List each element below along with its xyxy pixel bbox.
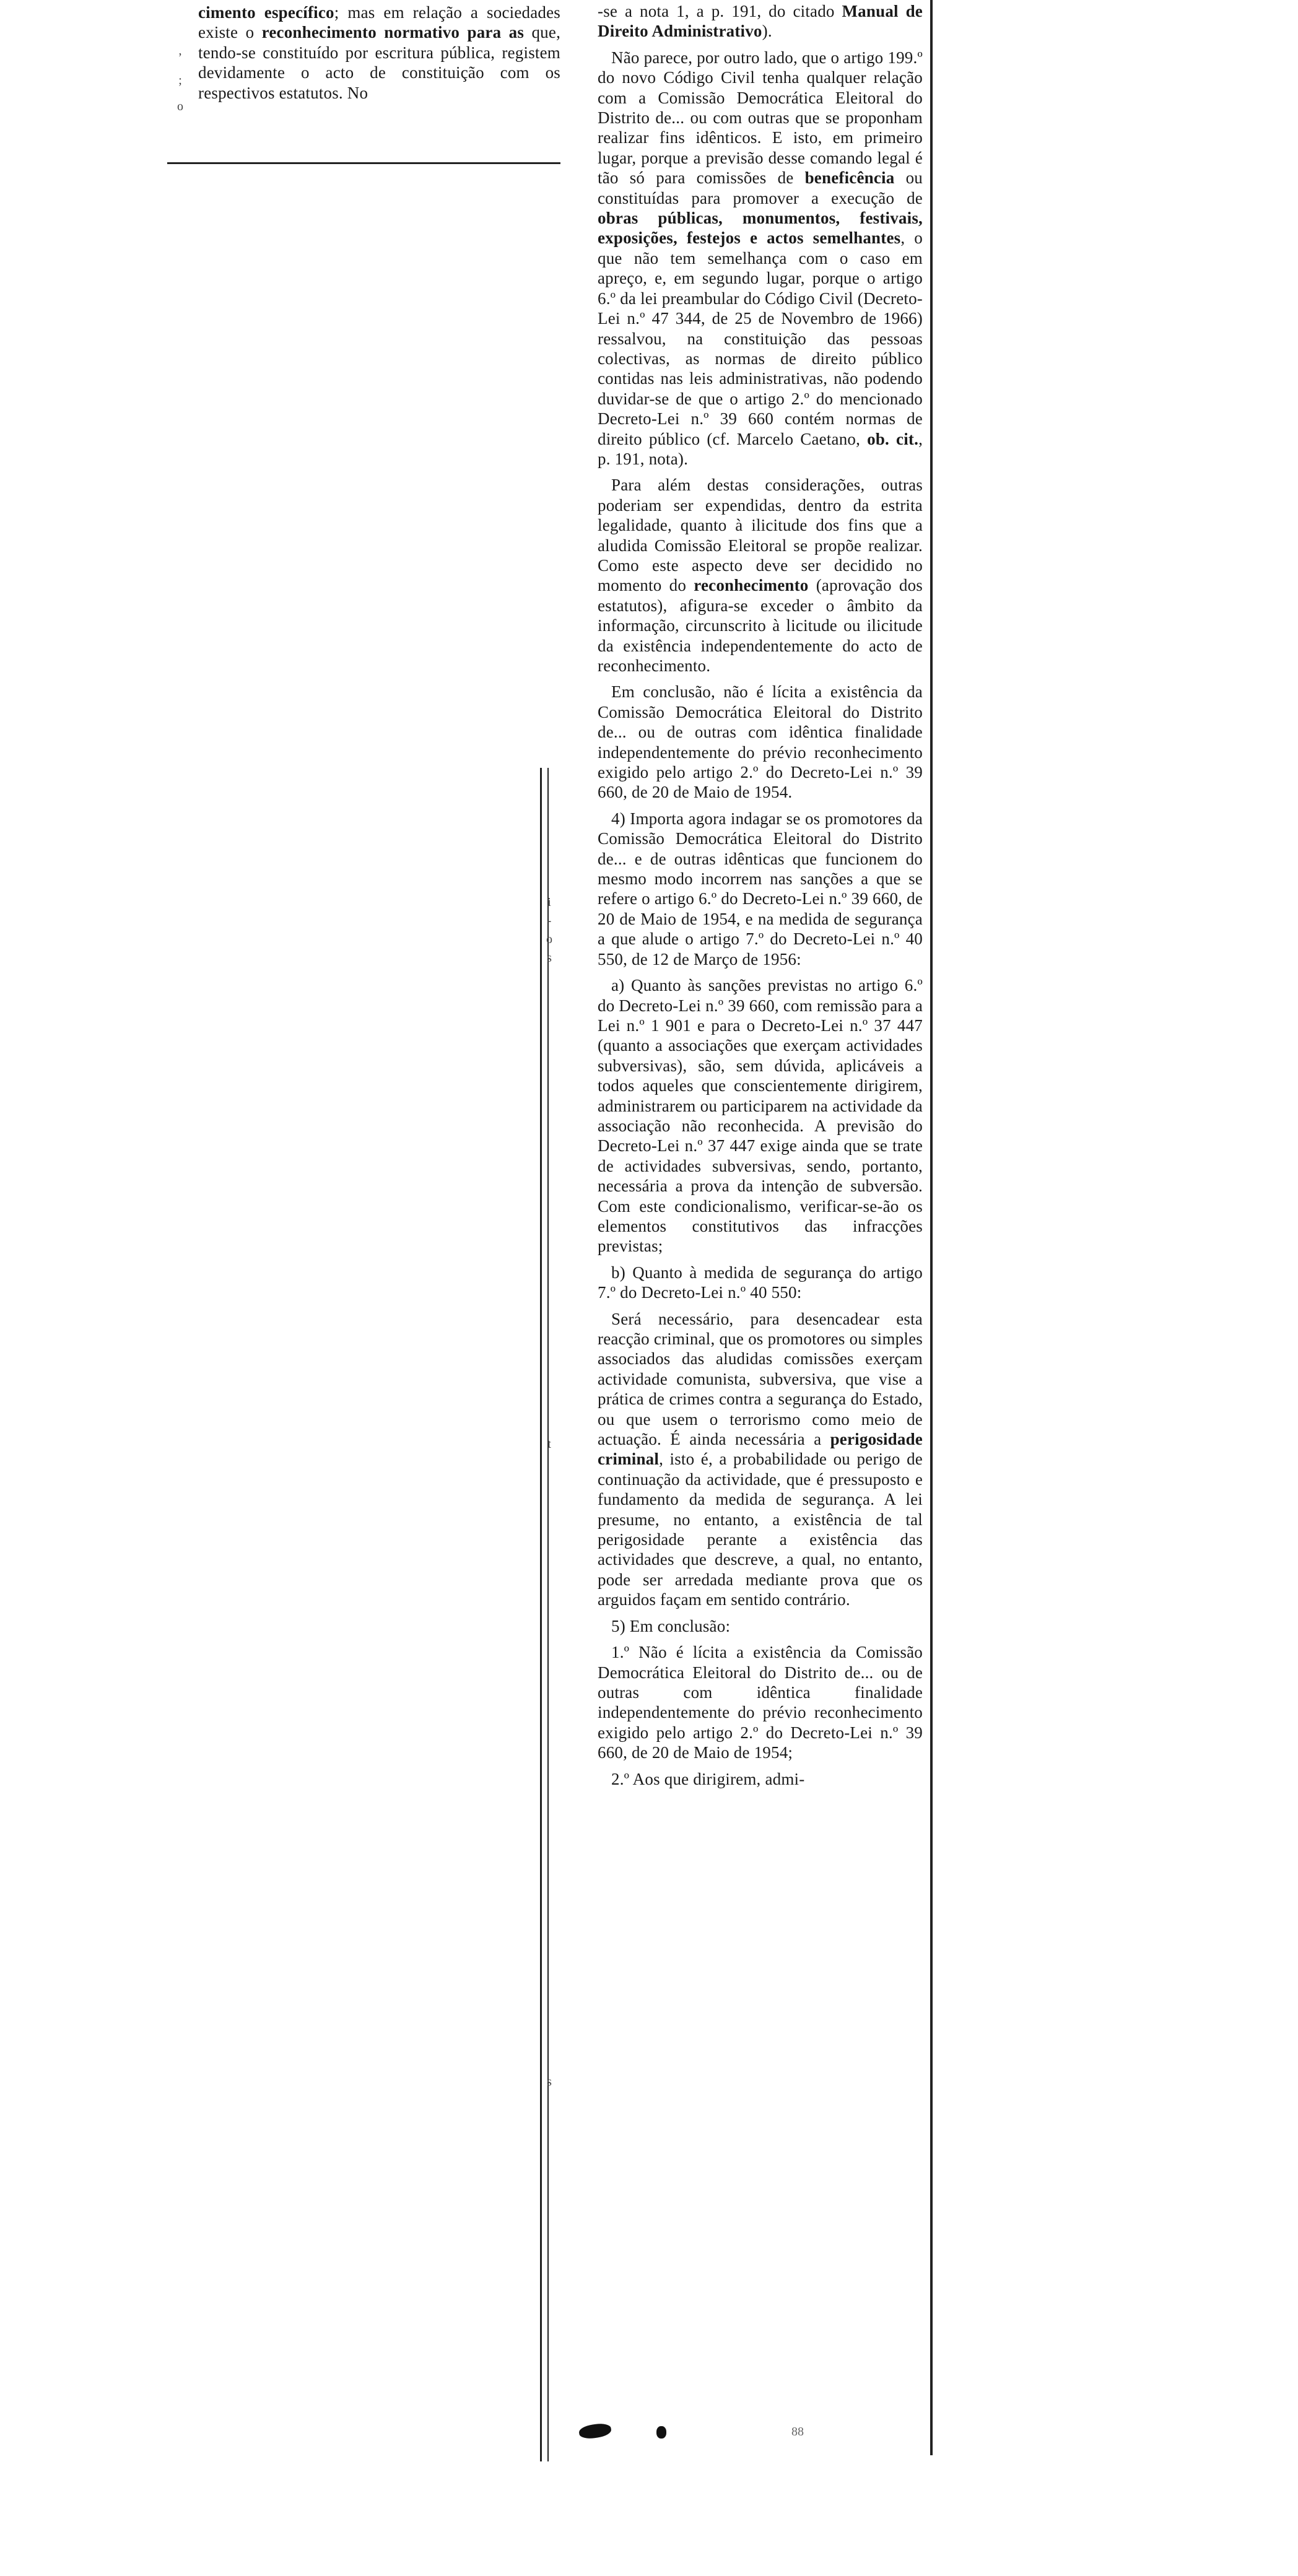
text-run: b) Quanto à medida de segurança do artigo 7.º do Decreto-Lei n.º 40 550: (598, 1263, 923, 1302)
paragraph (598, 48, 923, 469)
margin-mark: , (178, 44, 182, 58)
bold-text-run: Manual de Direito Administrativo (598, 2, 923, 41)
left-paragraph (198, 2, 560, 103)
text-run: a) Quanto às sanções previstas no artigo 6.º do Decreto-Lei n.º 39 660, com remissão para a Lei n.º 1 901 e para o Decreto-Lei n.º 37 447 (quanto a associações que exerçam actividades subversivas), são, sem dúvida, aplicáveis a todos aqueles que conscientemente dirigirem, administrarem ou participarem na actividade da associação não reconhecida. A previsão do Decreto-Lei n.º 37 447 exige ainda que se trate de actividades subversivas, sendo, portanto, necessária a prova da intenção de subversão. Com este condicionalismo, verificar-se-ão os elementos constitutivos das infracções previstas; (598, 976, 923, 1256)
text-run: , o que não tem semelhança com o caso em apreço, e, em segundo lugar, porque o artigo 6.º da lei preambular do Código Civil (Decreto-Lei n.º 47 344, de 25 de Novembro de 1966) ressalvou, na constituição das pessoas colectivas, as normas de direito público contidas nas leis administrativas, não podendo duvidar-se de que o artigo 2.º do mencionado Decreto-Lei n.º 39 660 contém normas de direito público (cf. Marcelo Caetano, (598, 228, 923, 448)
paragraph (598, 1309, 923, 1610)
text-run: Será necessário, para desencadear esta reacção criminal, que os promotores ou simples associados das aludidas comissões exerçam actividade comunista, subversiva, que vise a prática de crimes contra a segurança do Estado, ou que usem o terrorismo como meio de actuação. É ainda necessária a (598, 1309, 923, 1449)
footer-mark: 88 (791, 2425, 804, 2439)
column-rule-left-inner (547, 768, 549, 2461)
paragraph (598, 809, 923, 969)
margin-mark: ; (178, 74, 182, 87)
paragraph (598, 1642, 923, 1762)
paragraph (598, 1769, 923, 1789)
text-run: Em conclusão, não é lícita a existência da Comissão Democrática Eleitoral do Distrito de... ou de outras com idêntica finalidade independentemente do prévio reconhecimento exigido pelo artigo 2.º do Decreto-Lei n.º 39 660, de 20 de Maio de 1954. (598, 682, 923, 802)
text-run: Não parece, por outro lado, que o artigo 199.º do novo Código Civil tenha qualquer relação com a Comissão Democrática Eleitoral do Distrito de... ou com outras que se proponham realizar fins idênticos. E isto, em primeiro lugar, porque a previsão desse comando legal é tão só para comissões de (598, 48, 923, 188)
text-run: ). (762, 22, 772, 41)
margin-mark: - (547, 914, 552, 928)
bold-text-run: reconhecimento normativo para as (261, 23, 525, 42)
margin-mark: s (547, 2075, 552, 2089)
text-run: 5) Em conclusão: (611, 1616, 731, 1635)
ink-blot (656, 2426, 666, 2439)
text-run: 2.º Aos que dirigirem, admi- (611, 1769, 805, 1788)
bold-text-run: obras públicas, monumentos, festivais, exposições, festejos e actos semelhantes (598, 209, 923, 248)
text-run: que, tendo-se constituído por escritura pública, registem devidamente o acto de constituição com os respectivos estatutos. No (198, 23, 561, 102)
text-run: 4) Importa agora indagar se os promotores da Comissão Democrática Eleitoral do Distrito de... e de outras idênticas que funcionem do mesmo modo incorrem nas sanções a que se refere o artigo 6.º do Decreto-Lei n.º 39 660, de 20 de Maio de 1954, e na medida de segurança a que alude o artigo 7.º do Decreto-Lei n.º 40 550, de 12 de Março de 1956: (598, 809, 923, 968)
bold-text-run: reconhecimento (694, 576, 809, 595)
column-rule-left (540, 768, 542, 2461)
paragraph (598, 682, 923, 802)
column-divider-horizontal (167, 162, 560, 164)
text-run: ; mas em relação a sociedades existe o (198, 3, 560, 42)
bold-text-run: cimento específico (198, 3, 334, 22)
text-run: (aprovação dos estatutos), afigura-se exceder o âmbito da informação, circunscrito à licitude ou ilicitude da existência independentemente do acto de reconhecimento. (598, 576, 923, 675)
margin-mark: o (177, 100, 183, 113)
paragraph (598, 475, 923, 676)
margin-mark: i (547, 895, 551, 909)
right-column-text (598, 1, 923, 1795)
text-run: 1.º Não é lícita a existência da Comissão Democrática Eleitoral do Distrito de... ou de outras com idêntica finalidade independentemente do prévio reconhecimento exigido pelo artigo 2.º do Decreto-Lei n.º 39 660, de 20 de Maio de 1954; (598, 1643, 923, 1762)
bold-text-run: ob. cit. (867, 429, 919, 448)
paragraph (598, 975, 923, 1256)
left-column-text (198, 2, 560, 109)
text-run: -se a nota 1, a p. 191, do citado (598, 2, 842, 20)
text-run: Para além destas considerações, outras poderiam ser expendidas, dentro da estrita legalidade, quanto à ilicitude dos fins que a aludida Comissão Eleitoral se propõe realizar. Como este aspecto deve ser decidido no momento do (598, 476, 923, 595)
column-rule-right (930, 0, 933, 2455)
bold-text-run: perigosidade criminal (598, 1430, 923, 1469)
text-run: ou constituídas para promover a execução de (598, 168, 923, 207)
margin-mark: o (546, 933, 552, 946)
bold-text-run: beneficência (804, 168, 895, 188)
paragraph (598, 1263, 923, 1303)
text-run: , isto é, a probabilidade ou perigo de continuação da actividade, que é pressuposto e fundamento da medida de segurança. A lei presume, no entanto, a existência de tal perigosidade perante a existência das actividades que descreve, a qual, no entanto, pode ser arredada mediante prova que os arguidos façam em sentido contrário. (598, 1450, 923, 1609)
paragraph (598, 1, 923, 41)
paragraph (598, 1616, 923, 1636)
text-run: , p. 191, nota). (598, 429, 923, 468)
margin-mark: t (547, 1437, 551, 1451)
ink-blot (578, 2422, 612, 2440)
margin-mark: s (547, 951, 552, 965)
